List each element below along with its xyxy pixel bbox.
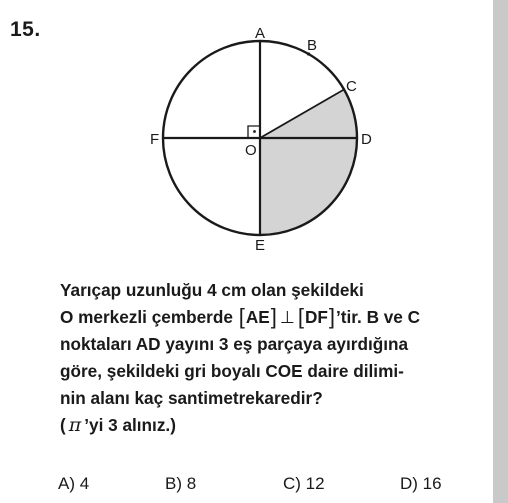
label-f: F bbox=[150, 131, 160, 148]
option-c-letter: C) bbox=[283, 474, 306, 493]
question-line-2-end: ’tir. B ve C bbox=[336, 307, 421, 327]
label-o: O bbox=[245, 142, 257, 159]
question-line-2-start: O merkezli çemberde bbox=[60, 307, 238, 327]
option-d[interactable] bbox=[400, 474, 442, 494]
segment-ae: AE bbox=[245, 307, 270, 327]
option-a-value: 4 bbox=[79, 474, 90, 493]
question-number: 15. bbox=[10, 18, 41, 41]
answer-options bbox=[0, 474, 493, 498]
pi-symbol: π bbox=[68, 414, 82, 436]
right-margin-bar bbox=[493, 0, 508, 503]
question-line-2 bbox=[60, 304, 490, 331]
label-b: B bbox=[307, 37, 318, 54]
option-b-value: 8 bbox=[186, 474, 197, 493]
option-a-letter: A) bbox=[58, 474, 80, 493]
question-line-1: Yarıçap uzunluğu 4 cm olan şekildeki bbox=[60, 280, 364, 300]
question-line-3: noktaları AD yayını 3 eş parçaya ayırdığına bbox=[60, 334, 409, 354]
shaded-sector-coe bbox=[260, 90, 357, 236]
perpendicular-symbol: ⊥ bbox=[279, 307, 295, 327]
bracket-open-2: [ bbox=[297, 304, 304, 329]
bracket-close-2: ] bbox=[328, 304, 335, 329]
label-d: D bbox=[361, 131, 372, 148]
label-c: C bbox=[346, 78, 357, 95]
label-a: A bbox=[255, 25, 266, 42]
option-b[interactable] bbox=[165, 474, 196, 494]
question-text bbox=[60, 277, 490, 439]
option-c-value: 12 bbox=[305, 474, 325, 493]
option-a[interactable] bbox=[58, 474, 89, 494]
option-d-letter: D) bbox=[400, 474, 423, 493]
question-line-6 bbox=[60, 412, 490, 439]
option-b-letter: B) bbox=[165, 474, 187, 493]
label-e: E bbox=[255, 237, 266, 254]
segment-df: DF bbox=[304, 307, 328, 327]
pi-instruction: ’yi 3 alınız.) bbox=[84, 415, 176, 435]
option-c[interactable] bbox=[283, 474, 325, 494]
option-d-value: 16 bbox=[422, 474, 442, 493]
bracket-open-1: [ bbox=[238, 304, 245, 329]
bracket-close-1: ] bbox=[270, 304, 277, 329]
right-angle-dot bbox=[253, 130, 256, 133]
question-line-4: göre, şekildeki gri boyalı COE daire dilimi- bbox=[60, 361, 404, 381]
question-line-5: nin alanı kaç santimetrekaredir? bbox=[60, 388, 323, 408]
paren-open: ( bbox=[60, 415, 66, 435]
